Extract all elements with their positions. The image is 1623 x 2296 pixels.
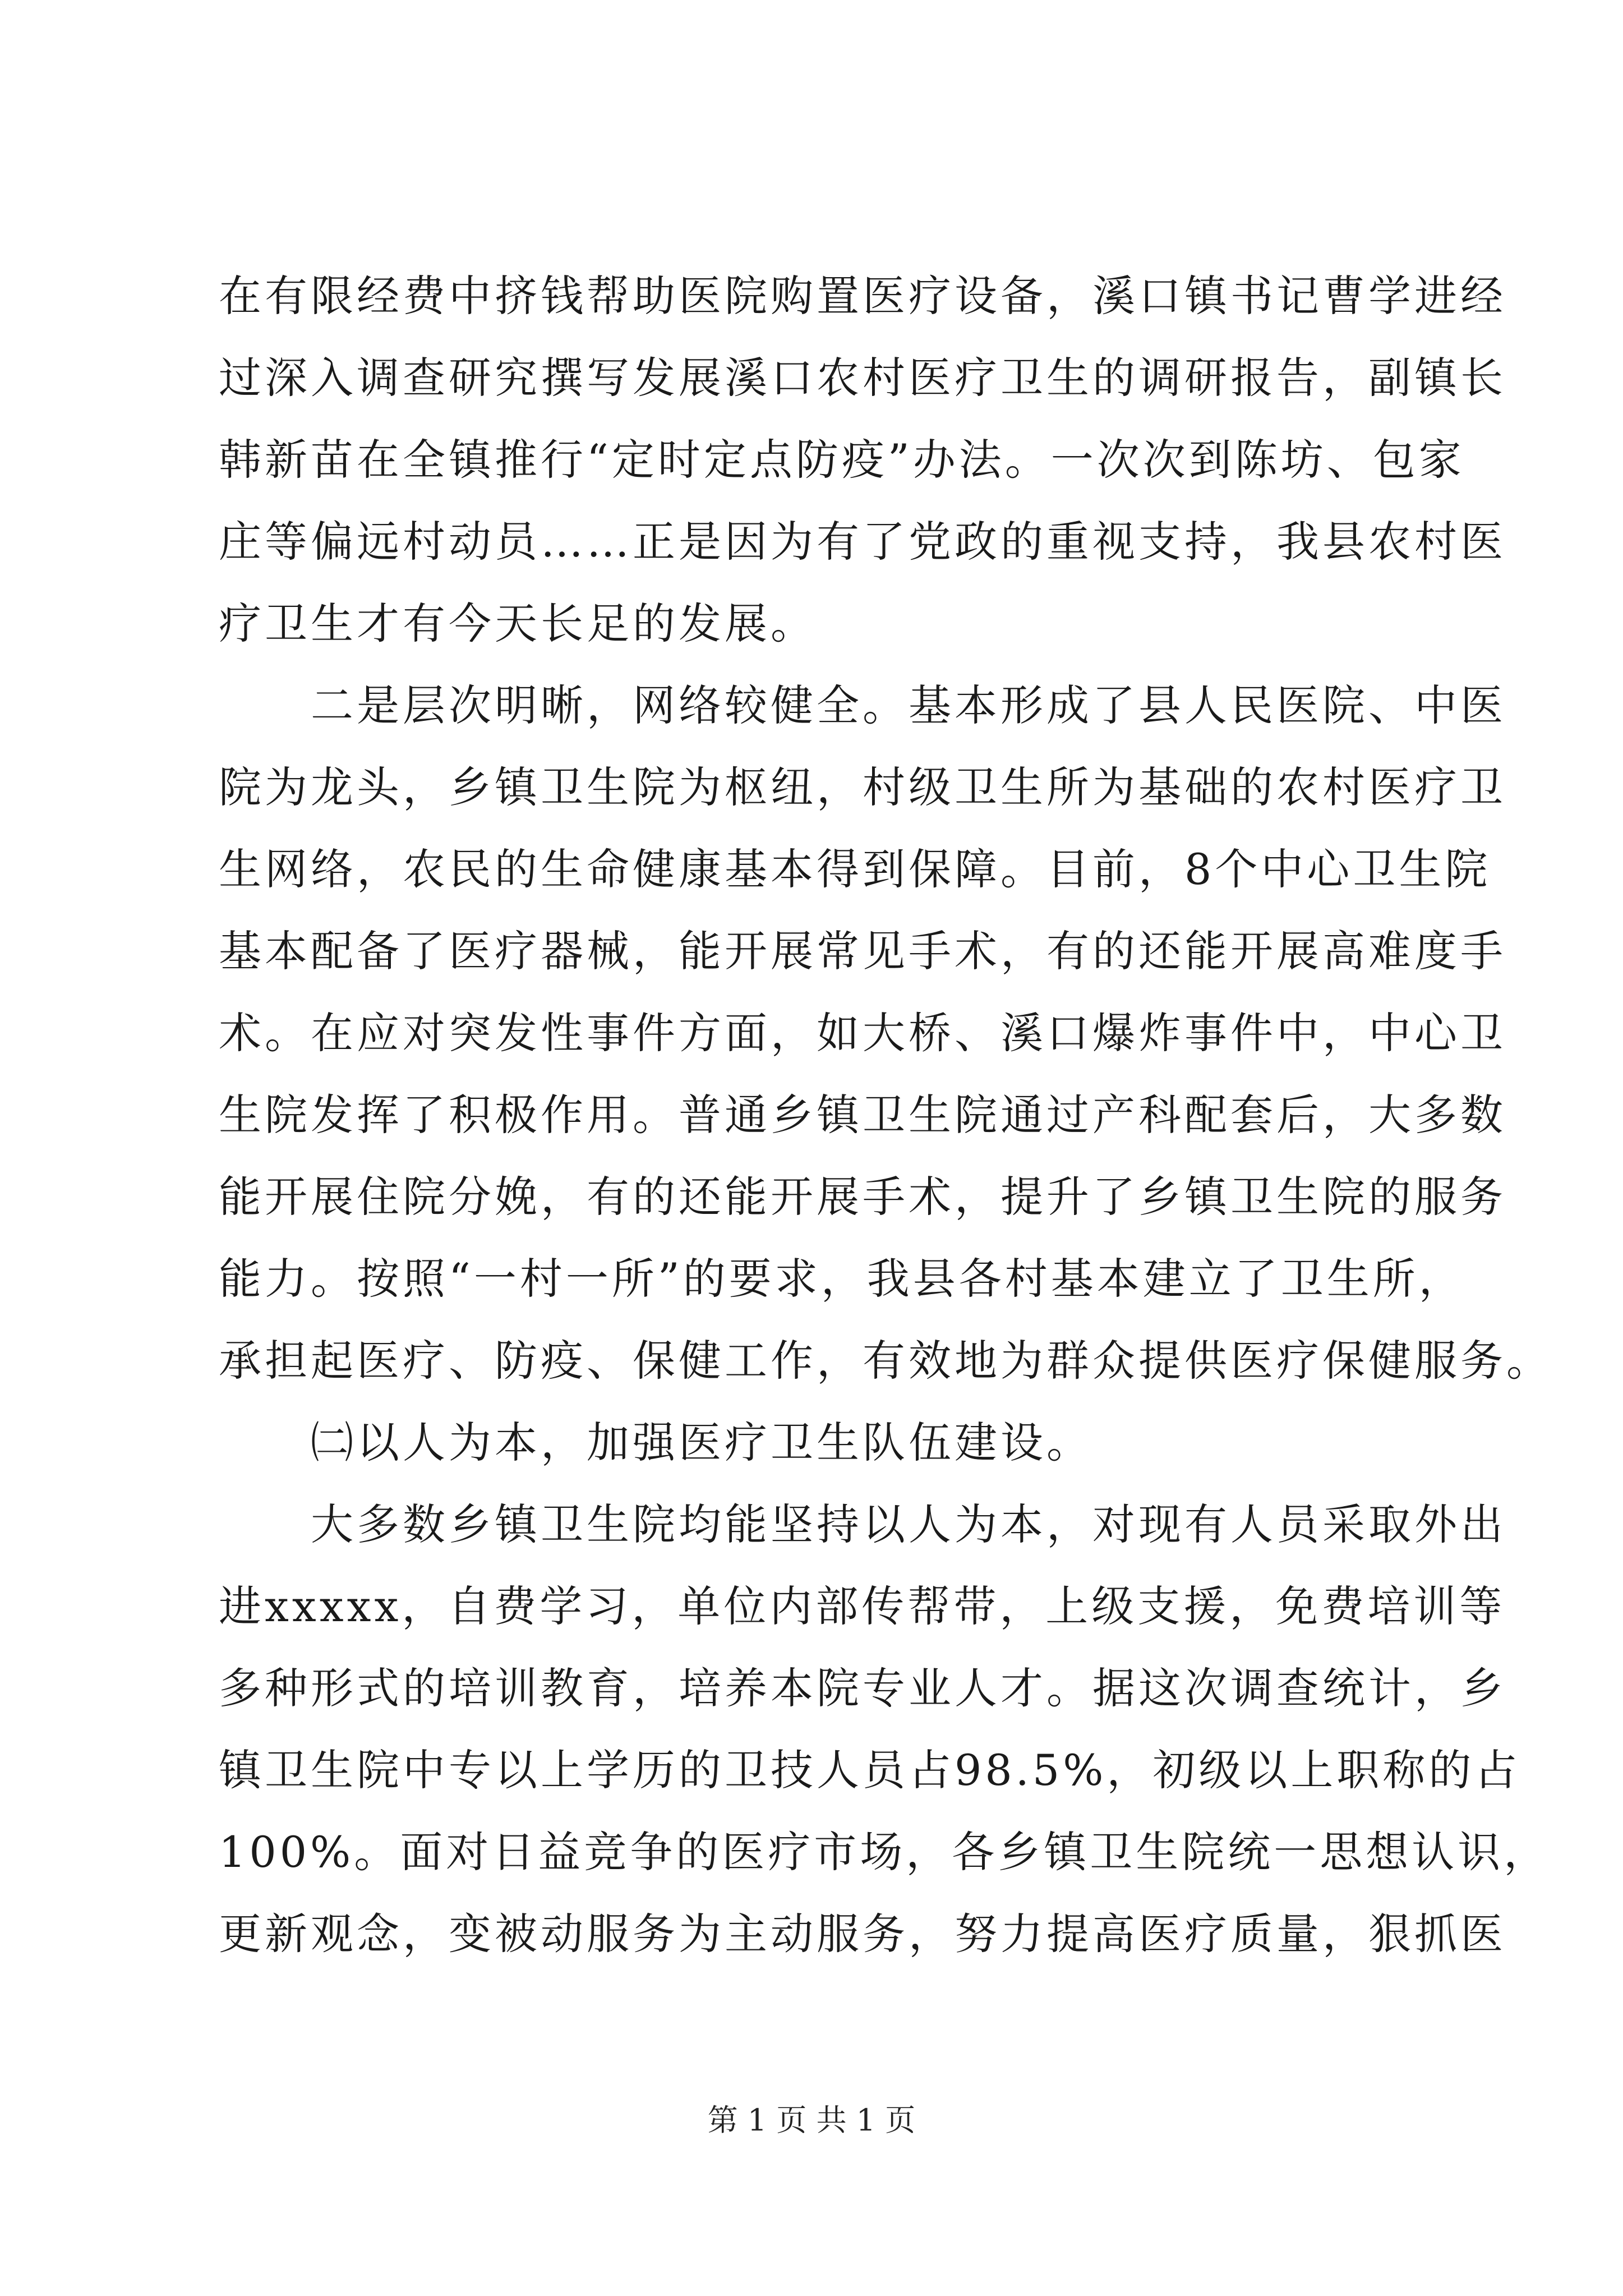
- text-line: 镇卫生院中专以上学历的卫技人员占98.5%，初级以上职称的占: [219, 1745, 1521, 1795]
- text-line: 在有限经费中挤钱帮助医院购置医疗设备，溪口镇书记曹学进经: [219, 271, 1506, 321]
- page-footer: [0, 2101, 1623, 2140]
- text-line: 生院发挥了积极作用。普通乡镇卫生院通过产科配套后，大多数: [219, 1090, 1506, 1140]
- text-line: 术。在应对突发性事件方面，如大桥、溪口爆炸事件中，中心卫: [219, 1008, 1506, 1058]
- text-line: 更新观念，变被动服务为主动服务，努力提高医疗质量，狠抓医: [219, 1909, 1506, 1959]
- text-line: 疗卫生才有今天长足的发展。: [219, 599, 817, 648]
- text-line: 庄等偏远村动员……正是因为有了党政的重视支持，我县农村医: [219, 517, 1506, 567]
- paragraph-start-line: 大多数乡镇卫生院均能坚持以人为本，对现有人员采取外出: [219, 1499, 1506, 1549]
- text-line: 院为龙头，乡镇卫生院为枢纽，村级卫生所为基础的农村医疗卫: [219, 762, 1506, 812]
- text-line: 进xxxxx，自费学习，单位内部传帮带，上级支援，免费培训等: [219, 1581, 1506, 1631]
- text-line: 能开展住院分娩，有的还能开展手术，提升了乡镇卫生院的服务: [219, 1172, 1506, 1222]
- text-line: 承担起医疗、防疫、保健工作，有效地为群众提供医疗保健服务。: [219, 1336, 1552, 1386]
- text-line: 能力。按照“一村一所”的要求，我县各村基本建立了卫生所，: [219, 1254, 1465, 1304]
- section-heading: ㈡以人为本，加强医疗卫生队伍建设。: [219, 1418, 1092, 1467]
- text-line: 100%。面对日益竞争的医疗市场，各乡镇卫生院统一思想认识，: [219, 1827, 1550, 1877]
- paragraph-start-line: 二是层次明晰，网络较健全。基本形成了县人民医院、中医: [219, 680, 1506, 730]
- text-line: 过深入调查研究撰写发展溪口农村医疗卫生的调研报告，副镇长: [219, 353, 1506, 403]
- body-text: [219, 255, 1552, 1975]
- text-line: 韩新苗在全镇推行“定时定点防疫”办法。一次次到陈坊、包家: [219, 435, 1465, 485]
- text-line: 多种形式的培训教育，培养本院专业人才。据这次调查统计，乡: [219, 1663, 1506, 1713]
- text-line: 基本配备了医疗器械，能开展常见手术，有的还能开展高难度手: [219, 926, 1506, 976]
- page-number: 第 1 页 共 1 页: [707, 2102, 916, 2138]
- text-line: 生网络，农民的生命健康基本得到保障。目前，8个中心卫生院: [219, 844, 1491, 894]
